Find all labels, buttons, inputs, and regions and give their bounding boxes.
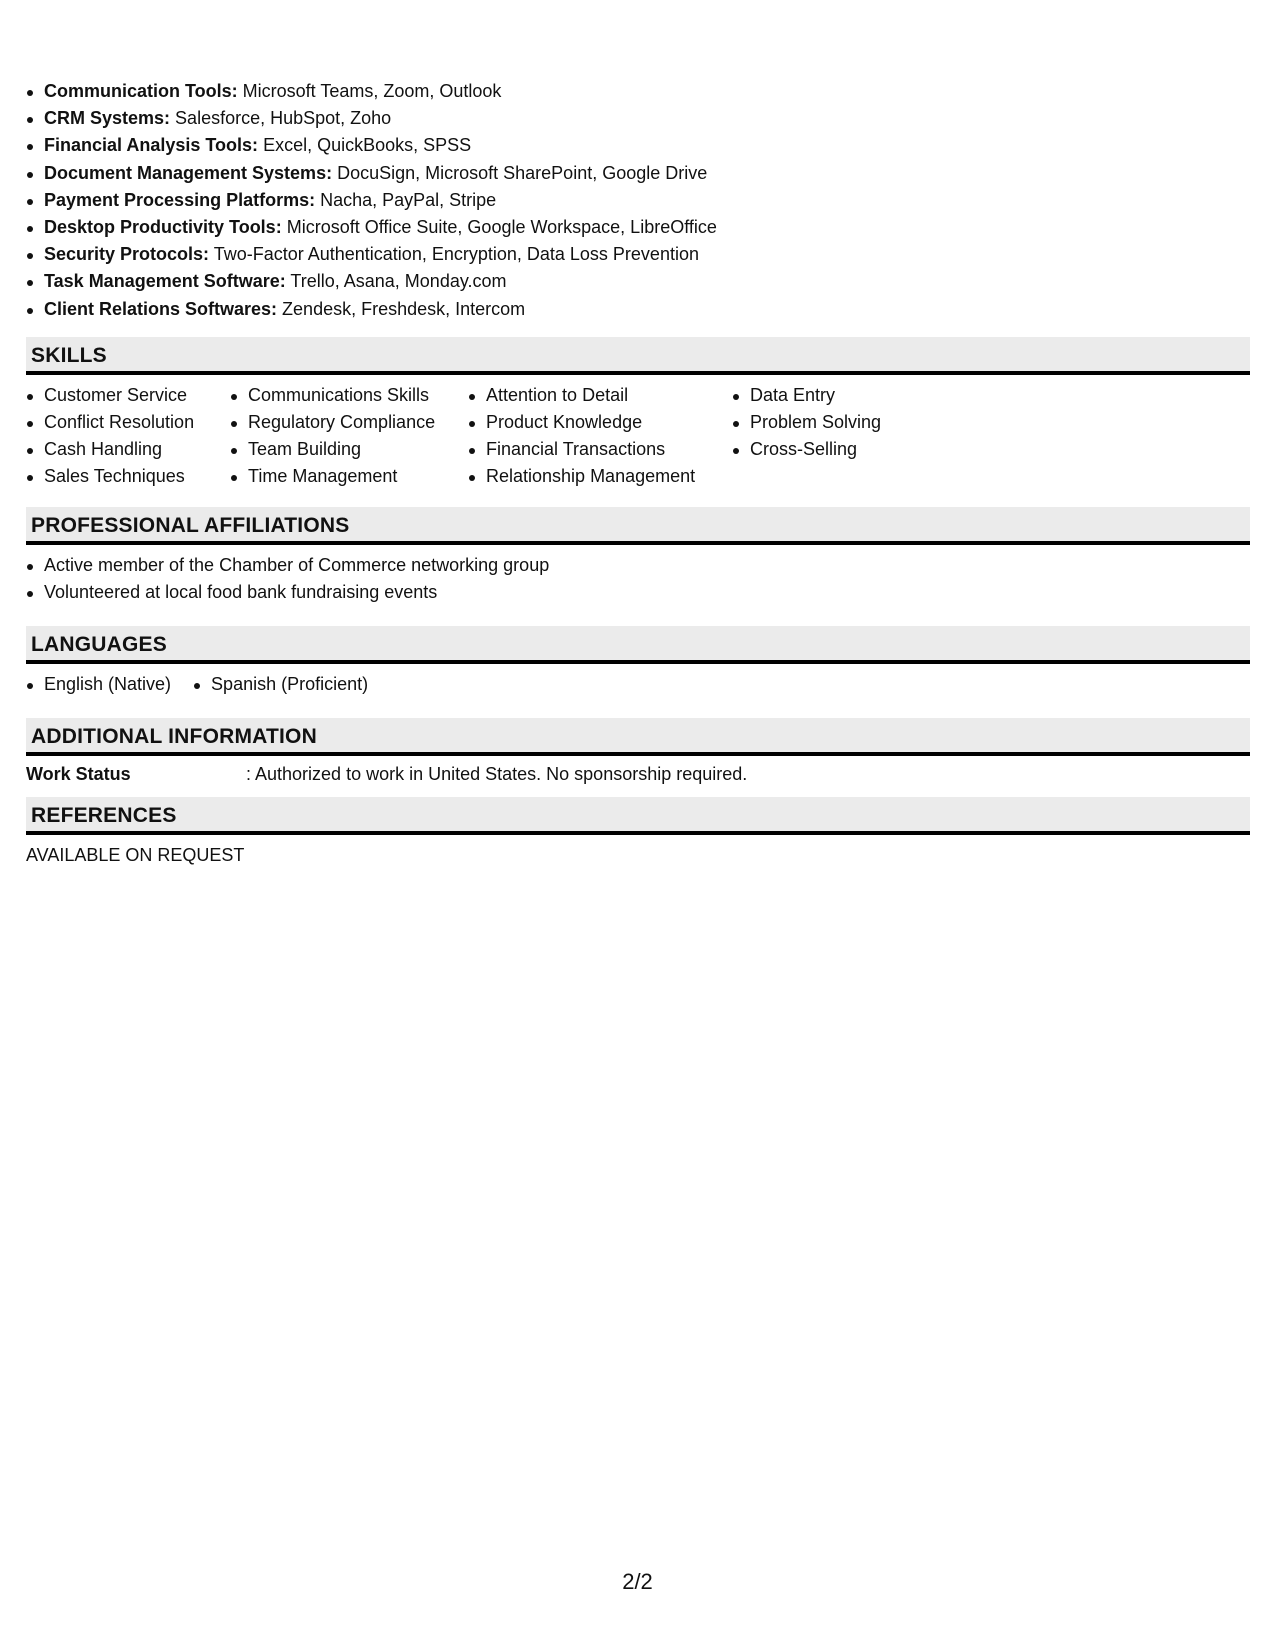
tool-label: Payment Processing Platforms: <box>44 189 316 210</box>
list-item <box>26 214 1250 241</box>
list-item <box>26 187 1250 214</box>
section-heading-additional: ADDITIONAL INFORMATION <box>26 718 1250 756</box>
list-item: Team Building <box>230 436 448 463</box>
skills-grid <box>26 375 1250 493</box>
list-item: Data Entry <box>732 382 932 409</box>
tool-value: Two-Factor Authentication, Encryption, Data Loss Prevention <box>209 244 699 265</box>
list-item: Regulatory Compliance <box>230 409 448 436</box>
list-item: Sales Techniques <box>26 463 210 490</box>
references-text: AVAILABLE ON REQUEST <box>26 844 245 865</box>
work-status-label: Work Status <box>26 763 131 784</box>
list-item: Customer Service <box>26 382 210 409</box>
spacer <box>26 323 1250 337</box>
list-item: Cash Handling <box>26 436 210 463</box>
skills-column <box>468 382 712 490</box>
list-item: Relationship Management <box>468 463 712 490</box>
tool-label: Document Management Systems: <box>44 162 333 183</box>
list-item <box>26 160 1250 187</box>
spacer <box>26 610 1250 626</box>
resume-page <box>26 78 1250 867</box>
list-item: Attention to Detail <box>468 382 712 409</box>
section-heading-languages: LANGUAGES <box>26 626 1250 664</box>
list-item: Spanish (Proficient) <box>193 671 368 698</box>
list-item: Time Management <box>230 463 448 490</box>
work-status-row <box>26 756 1250 797</box>
list-item: Active member of the Chamber of Commerce networking group <box>26 552 1250 579</box>
list-item <box>26 132 1250 159</box>
tool-label: Communication Tools: <box>44 81 238 101</box>
skills-column <box>732 382 932 490</box>
list-item <box>26 78 1250 105</box>
tool-label: Desktop Productivity Tools: <box>44 217 282 238</box>
tool-value: Microsoft Office Suite, Google Workspace, LibreOffice <box>281 217 717 238</box>
tool-label: Client Relations Softwares: <box>44 298 278 319</box>
list-item <box>26 268 1250 295</box>
tool-value: Microsoft Teams, Zoom, Outlook <box>237 81 502 101</box>
list-item: Volunteered at local food bank fundraising events <box>26 579 1250 606</box>
skills-column <box>230 382 448 490</box>
affiliations-list <box>26 545 1250 610</box>
list-item: Cross-Selling <box>732 436 932 463</box>
languages-list <box>26 664 1250 704</box>
tool-label: Task Management Software: <box>44 271 286 292</box>
list-item: Financial Transactions <box>468 436 712 463</box>
skills-column <box>26 382 210 490</box>
section-heading-references: REFERENCES <box>26 797 1250 835</box>
list-item: Conflict Resolution <box>26 409 210 436</box>
page-number: 2/2 <box>622 1569 653 1594</box>
tool-value: Excel, QuickBooks, SPSS <box>258 135 472 156</box>
section-heading-affiliations: PROFESSIONAL AFFILIATIONS <box>26 507 1250 545</box>
list-item: Product Knowledge <box>468 409 712 436</box>
work-status-value: : Authorized to work in United States. No sponsorship required. <box>246 763 748 784</box>
section-heading-skills: SKILLS <box>26 337 1250 375</box>
list-item: English (Native) <box>26 671 171 698</box>
tool-value: Nacha, PayPal, Stripe <box>315 189 497 210</box>
spacer <box>26 704 1250 718</box>
list-item <box>26 105 1250 132</box>
list-item: Problem Solving <box>732 409 932 436</box>
tool-value: Zendesk, Freshdesk, Intercom <box>277 298 526 319</box>
list-item <box>26 241 1250 268</box>
tool-value: DocuSign, Microsoft SharePoint, Google Drive <box>332 162 708 183</box>
list-item: Communications Skills <box>230 382 448 409</box>
list-item <box>26 296 1250 323</box>
tool-value: Trello, Asana, Monday.com <box>285 271 507 292</box>
tool-label: Financial Analysis Tools: <box>44 135 259 156</box>
spacer <box>26 493 1250 507</box>
tool-label: CRM Systems: <box>44 108 171 129</box>
tool-value: Salesforce, HubSpot, Zoho <box>170 108 392 129</box>
tools-list <box>26 78 1250 323</box>
tool-label: Security Protocols: <box>44 244 210 265</box>
